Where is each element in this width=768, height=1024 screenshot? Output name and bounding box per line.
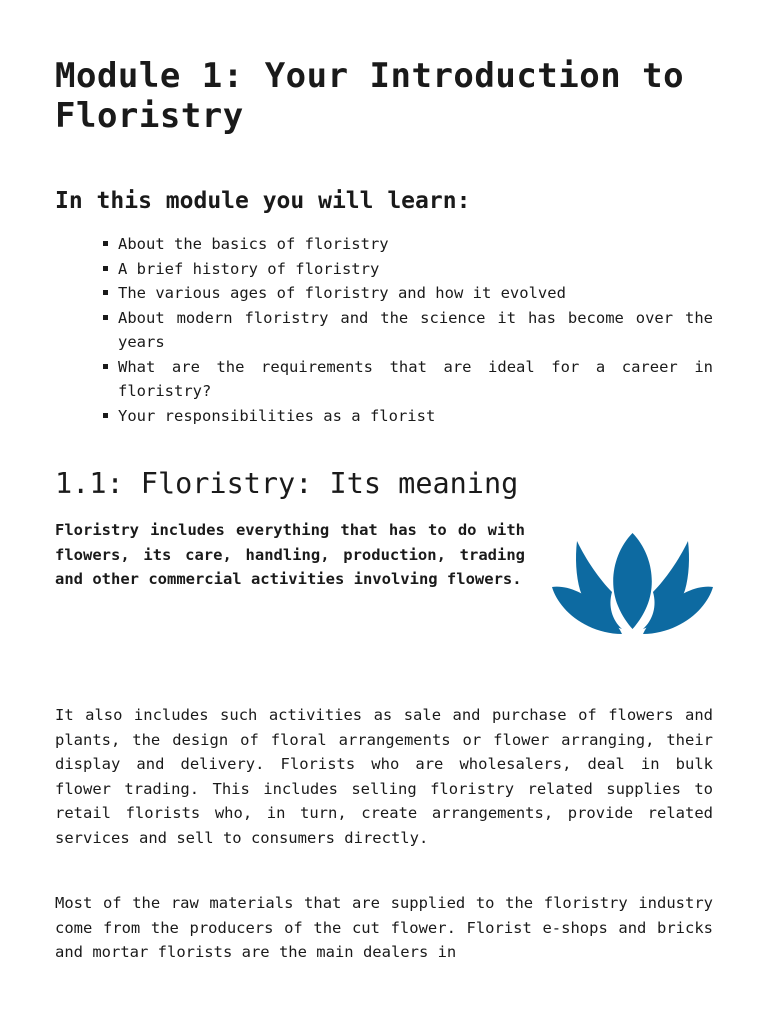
bullet-icon	[103, 413, 108, 418]
learning-objectives-list	[103, 232, 713, 428]
list-item	[103, 281, 713, 306]
learn-heading: In this module you will learn:	[55, 188, 471, 214]
list-item-text: What are the requirements that are ideal for a career in floristry?	[118, 357, 713, 400]
lotus-icon	[550, 530, 715, 636]
bullet-icon	[103, 241, 108, 246]
module-title: Module 1: Your Introduction to Floristry	[55, 56, 685, 136]
list-item-text: About the basics of floristry	[118, 235, 389, 253]
bullet-icon	[103, 315, 108, 320]
section-heading: 1.1: Floristry: Its meaning	[55, 467, 519, 500]
list-item	[103, 404, 713, 429]
list-item	[103, 232, 713, 257]
list-item-text: Your responsibilities as a florist	[118, 406, 436, 425]
list-item-text: The various ages of floristry and how it evolved	[118, 284, 566, 302]
list-item-text: A brief history of floristry	[118, 259, 380, 278]
bullet-icon	[103, 290, 108, 295]
list-item-text: About modern floristry and the science it has become over the years	[118, 308, 713, 351]
body-paragraph: It also includes such activities as sale and purchase of flowers and plants, the design of floral arrangements or flower arranging, their display and delivery. Florists who are wholesalers, deal in bulk flower trading. This includes selling floristry related supplies to retail florists who, in turn, create arrangements, provide related services and sell to consumers directly.	[55, 706, 713, 847]
list-item	[103, 257, 713, 282]
list-item	[103, 355, 713, 404]
bullet-icon	[103, 364, 108, 369]
definition-paragraph: Floristry includes everything that has to do with flowers, its care, handling, production, trading and other commercial activities involving flowers.	[55, 521, 525, 589]
bullet-icon	[103, 266, 108, 271]
list-item	[103, 306, 713, 355]
body-paragraph: Most of the raw materials that are supplied to the floristry industry come from the producers of the cut flower. Florist e-shops and bricks and mortar florists are the main dealers in	[55, 894, 713, 962]
